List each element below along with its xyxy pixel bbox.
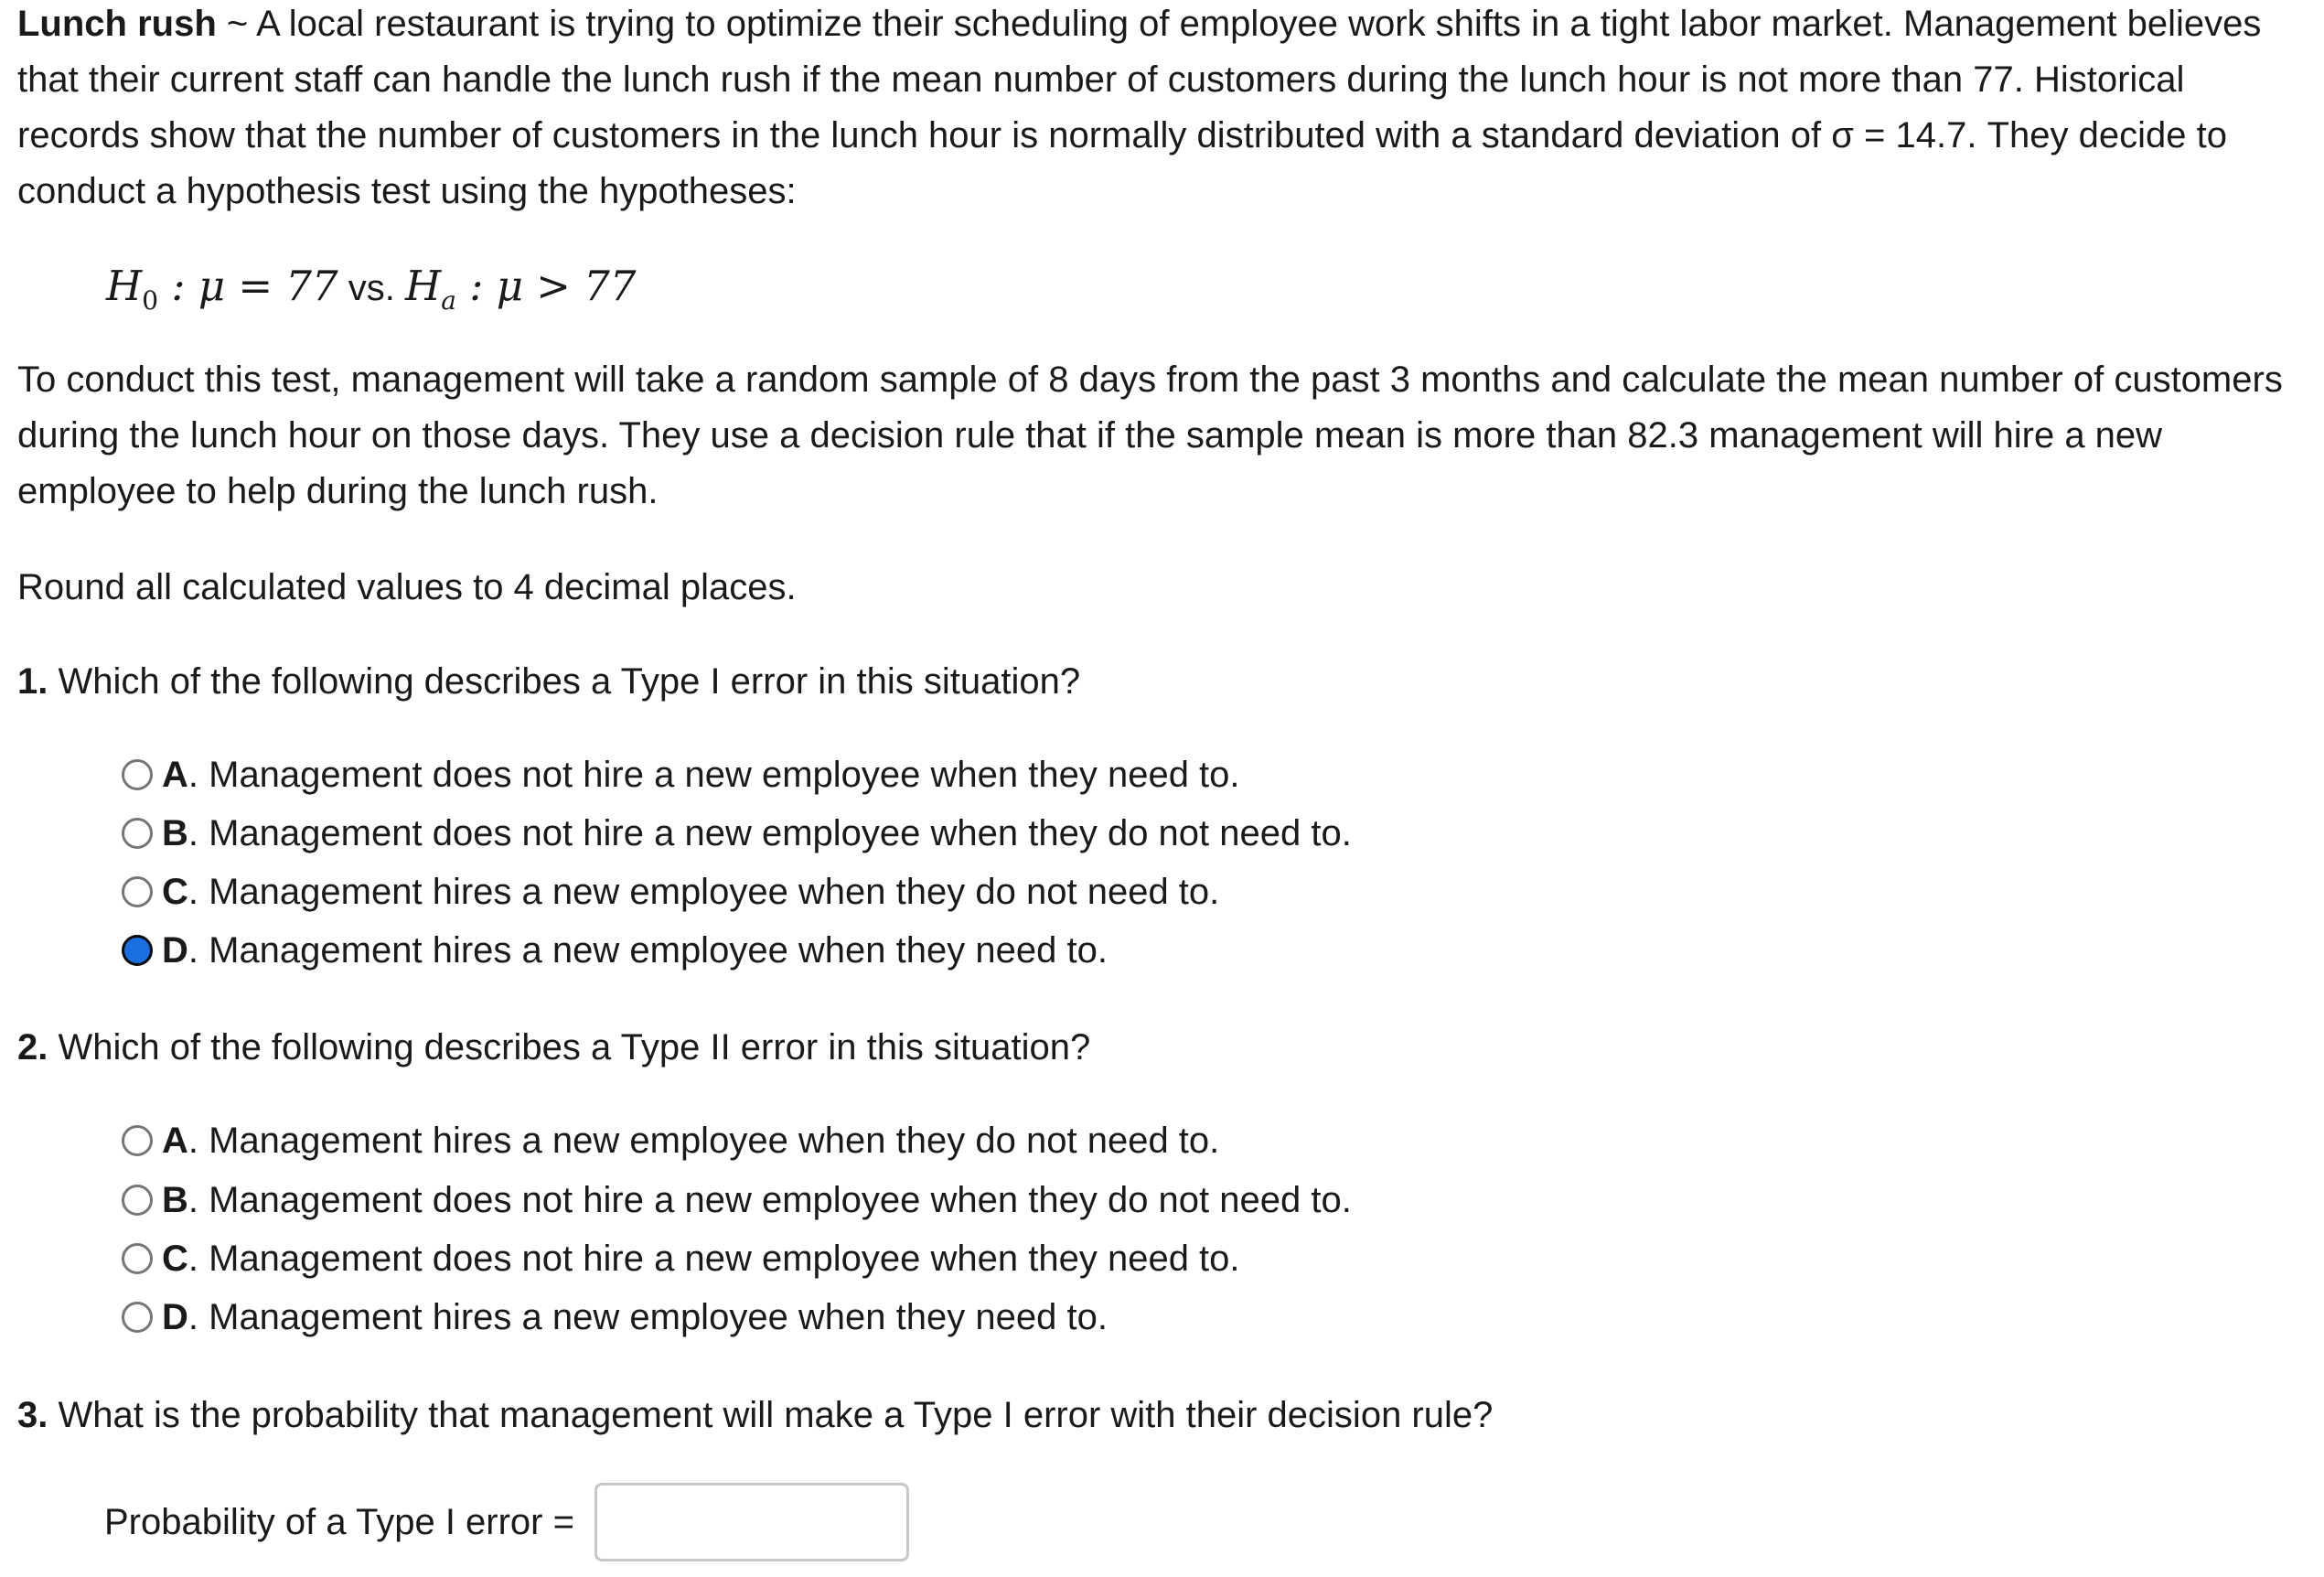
h0-symbol: H (106, 262, 143, 310)
problem-intro (17, 0, 2304, 220)
question-number: 2. (17, 1027, 48, 1067)
intro-text: A local restaurant is trying to optimize their scheduling of employee work shifts in a tight labor market. Management believes that their current staff can handle the lunch rush if the mean number of customers during the lunch hour is not more than 77. Historical records show that the number of customers in the lunch hour is normally distributed with a standard deviation of σ = 14.7. They decide to conduct a hypothesis test using the hypotheses: (17, 4, 2262, 211)
h0-subscript: 0 (142, 285, 159, 316)
option-text: . Management hires a new employee when they do not need to. (187, 871, 1220, 912)
type-i-error-probability-input[interactable] (594, 1483, 909, 1561)
radio-button[interactable] (122, 818, 153, 849)
option-letter: D (162, 1296, 188, 1337)
procedure-text: To conduct this test, management will take a random sample of 8 days from the past 3 months and calculate the mean number of customers during the lunch hour on those days. They use a decision rule that if the sample mean is more than 82.3 management will hire a new employee to help during the lunch rush. (17, 359, 2283, 511)
option-letter: A (162, 754, 188, 795)
q1-option-b[interactable] (122, 805, 1352, 862)
option-letter: A (162, 1120, 188, 1161)
h0-statement: : μ = 77 (158, 262, 338, 310)
question-1 (17, 654, 1080, 710)
option-text: . Management hires a new employee when they need to. (187, 1296, 1108, 1337)
q1-option-a[interactable] (122, 746, 1240, 803)
q2-option-a[interactable] (122, 1112, 1219, 1169)
q2-option-c[interactable] (122, 1230, 1240, 1287)
ha-subscript: a (441, 285, 456, 316)
radio-button[interactable] (122, 1185, 153, 1216)
radio-button[interactable] (122, 1125, 153, 1156)
question-prompt: What is the probability that management will make a Type I error with their decision rule? (58, 1395, 1494, 1435)
question-number: 1. (17, 661, 48, 702)
option-text: . Management does not hire a new employee when they need to. (187, 1238, 1240, 1279)
radio-button[interactable] (122, 876, 153, 907)
title-separator: ~ (216, 4, 257, 44)
type-i-error-answer-row (104, 1480, 909, 1564)
radio-button[interactable] (122, 1243, 153, 1274)
option-letter: B (162, 1179, 188, 1220)
option-text: . Management does not hire a new employee when they need to. (187, 754, 1240, 795)
radio-button[interactable] (122, 759, 153, 790)
q1-option-c[interactable] (122, 864, 1219, 920)
question-number: 3. (17, 1395, 48, 1435)
option-text: . Management hires a new employee when they do not need to. (187, 1120, 1220, 1161)
option-text: . Management does not hire a new employee when they do not need to. (187, 1179, 1352, 1220)
option-text: . Management does not hire a new employee when they do not need to. (187, 812, 1352, 853)
hypotheses (106, 259, 637, 314)
answer-label: Probability of a Type I error = (104, 1501, 574, 1542)
option-letter: B (162, 812, 188, 853)
option-text: . Management hires a new employee when they need to. (187, 929, 1108, 971)
question-prompt: Which of the following describes a Type I error in this situation? (58, 661, 1081, 702)
option-letter: C (162, 1238, 188, 1279)
problem-title: Lunch rush (17, 4, 217, 44)
option-letter: C (162, 871, 188, 912)
q2-option-b[interactable] (122, 1172, 1352, 1228)
hypotheses-vs: vs. (337, 268, 406, 308)
rounding-note: Round all calculated values to 4 decimal places. (17, 567, 797, 607)
question-3 (17, 1388, 1493, 1443)
option-letter: D (162, 929, 188, 971)
question-2 (17, 1020, 1090, 1076)
ha-statement: : μ > 77 (455, 262, 637, 310)
radio-button-selected[interactable] (122, 935, 153, 966)
ha-symbol: H (405, 262, 442, 310)
radio-button[interactable] (122, 1302, 153, 1333)
q2-option-d[interactable] (122, 1289, 1108, 1346)
question-prompt: Which of the following describes a Type II error in this situation? (58, 1027, 1091, 1067)
q1-option-d[interactable] (122, 922, 1108, 979)
